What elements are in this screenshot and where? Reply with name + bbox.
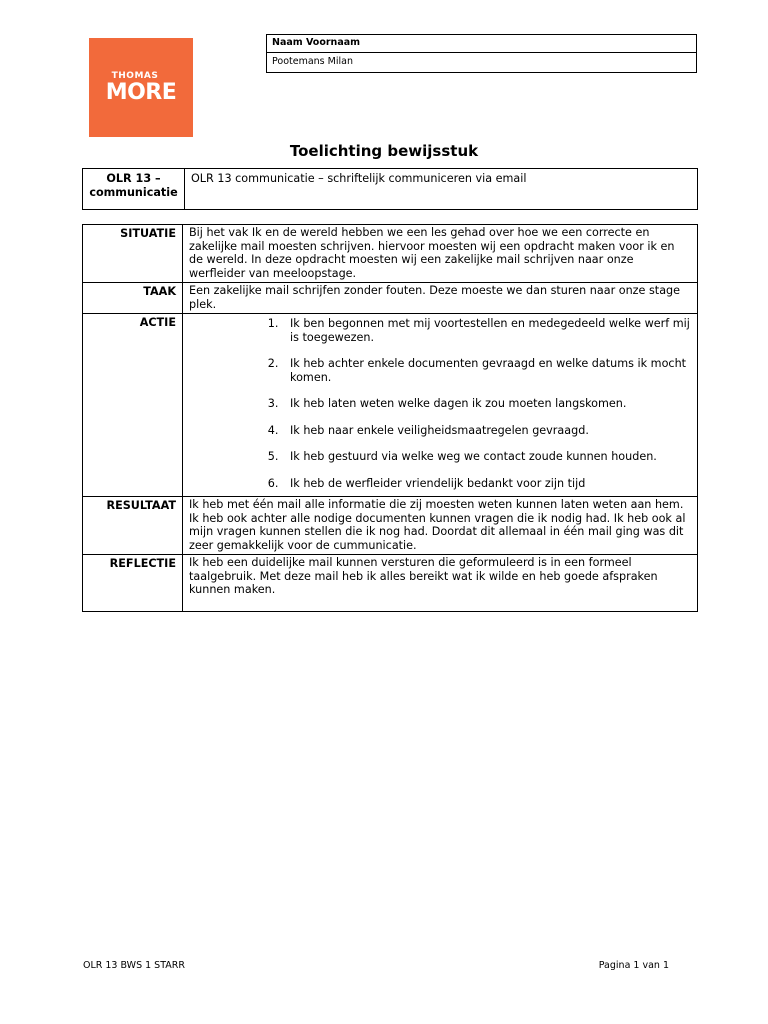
actie-content (183, 314, 698, 497)
row-taak (83, 283, 698, 314)
row-reflectie (83, 555, 698, 612)
name-label: Naam Voornaam (267, 35, 696, 53)
actie-item: 1. Ik ben begonnen met mij voortestellen en medegedeeld welke werf mij is toegewezen. (282, 317, 691, 344)
olr-label: OLR 13 – communicatie (83, 169, 185, 210)
page-number: Pagina 1 van 1 (598, 960, 669, 971)
thomas-more-logo (89, 38, 193, 137)
footer-left: OLR 13 BWS 1 STARR (83, 960, 185, 971)
logo-line2: MORE (105, 79, 177, 105)
olr-value: OLR 13 communicatie – schriftelijk communiceren via email (185, 169, 698, 210)
situatie-text: Bij het vak Ik en de wereld hebben we een les gehad over hoe we een correcte en zakelijke mail moesten schrijven. hiervoor moesten wij een opdracht maken voor ik en de wereld. In deze opdracht moesten wij een zakelijke mail schrijven naar onze werfleider van meeloopstage. (183, 225, 698, 283)
row-resultaat (83, 497, 698, 555)
olr-row (83, 169, 698, 210)
resultaat-label: RESULTAAT (83, 497, 183, 555)
actie-item: 2. Ik heb achter enkele documenten gevraagd en welke datums ik mocht komen. (282, 357, 691, 384)
name-box (266, 34, 697, 73)
reflectie-label: REFLECTIE (83, 555, 183, 612)
row-actie (83, 314, 698, 497)
actie-list (189, 317, 691, 490)
logo-line1: THOMAS (111, 70, 159, 81)
resultaat-text: Ik heb met één mail alle informatie die zij moesten weten kunnen laten weten aan hem. Ik heb ook achter alle nodige documenten kunnen vragen die ik nodig had. Ik heb ook al mijn vragen kunnen stellen die ik nog had. Doordat dit allemaal in één mail ging was dit zeer gemakkelijk voor de cummunicatie. (183, 497, 698, 555)
row-situatie (83, 225, 698, 283)
actie-item: 5. Ik heb gestuurd via welke weg we contact zoude kunnen houden. (282, 450, 691, 464)
actie-item: 3. Ik heb laten weten welke dagen ik zou moeten langskomen. (282, 397, 691, 411)
starr-table (82, 224, 698, 612)
name-value: Pootemans Milan (272, 56, 353, 67)
taak-text: Een zakelijke mail schrijfen zonder fouten. Deze moeste we dan sturen naar onze stage plek. (183, 283, 698, 314)
actie-item: 6. Ik heb de werfleider vriendelijk bedankt voor zijn tijd (282, 477, 691, 491)
situatie-label: SITUATIE (83, 225, 183, 283)
actie-label: ACTIE (83, 314, 183, 497)
document-title: Toelichting bewijsstuk (289, 142, 479, 160)
olr-table (82, 168, 698, 210)
taak-label: TAAK (83, 283, 183, 314)
reflectie-text: Ik heb een duidelijke mail kunnen versturen die geformuleerd is in een formeel taalgebruik. Met deze mail heb ik alles bereikt wat ik wilde en heb goede afspraken kunnen maken. (183, 555, 698, 612)
actie-item: 4. Ik heb naar enkele veiligheidsmaatregelen gevraagd. (282, 424, 691, 438)
